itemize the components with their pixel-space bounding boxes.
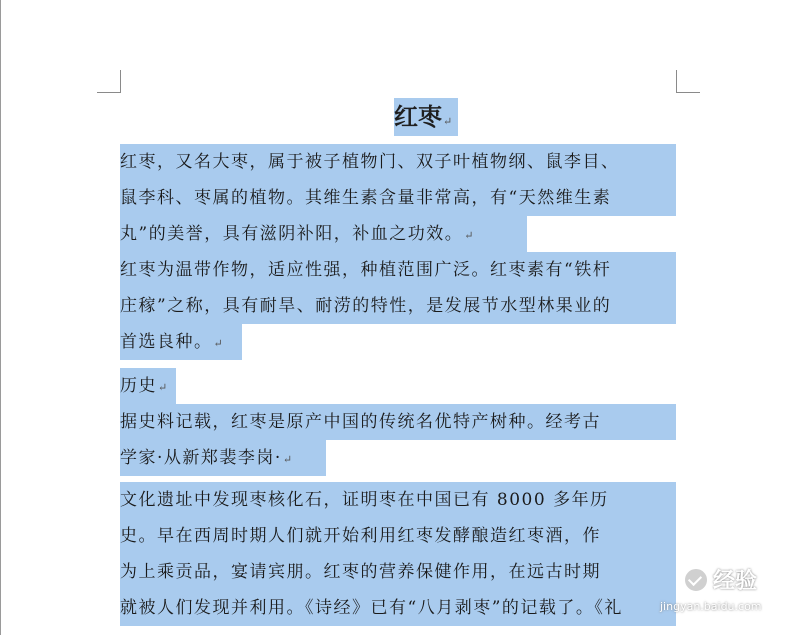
text-line-7[interactable]: 据史料记载，红枣是原产中国的传统名优特产树种。经考古 (120, 404, 676, 440)
document-title[interactable] (394, 98, 458, 136)
text-line-1[interactable]: 红枣，又名大枣，属于被子植物门、双子叶植物纲、鼠李目、 (120, 144, 676, 180)
crop-mark-top-left (120, 70, 121, 93)
text-line-2[interactable]: 鼠李科、枣属的植物。其维生素含量非常高，有“天然维生素 (120, 180, 676, 216)
watermark-logo (683, 564, 757, 595)
paragraph-mark-icon: ↵ (443, 115, 453, 128)
crop-mark-top-right-horizontal (676, 92, 700, 93)
text-line-3[interactable]: 丸”的美誉，具有滋阴补阳，补血之功效。↵ (120, 216, 527, 252)
paragraph-mark-icon: ↵ (464, 229, 475, 242)
document-title-text: 红枣 (394, 102, 442, 131)
text-line-6[interactable]: 首选良种。↵ (120, 324, 242, 360)
text-line-10[interactable]: 史。早在西周时期人们就开始利用红枣发酵酿造红枣酒，作 (120, 518, 676, 554)
section-heading-history[interactable]: 历史↵ (120, 368, 176, 404)
watermark-subtext: jingyan.baidu.com (660, 600, 762, 613)
watermark-text: 经验 (713, 569, 758, 594)
page-edge (0, 0, 1, 635)
crop-mark-top-left-horizontal (97, 92, 121, 93)
text-line-5[interactable]: 庄稼”之称，具有耐旱、耐涝的特性，是发展节水型林果业的 (120, 288, 676, 324)
paragraph-mark-icon: ↵ (282, 453, 294, 466)
paragraph-mark-icon: ↵ (213, 337, 225, 350)
paragraph-mark-icon: ↵ (158, 381, 169, 394)
crop-mark-top-right (676, 70, 677, 93)
text-line-11[interactable]: 为上乘贡品，宴请宾朋。红枣的营养保健作用，在远古时期 (120, 554, 676, 590)
checkmark-icon (683, 567, 709, 593)
text-line-8[interactable]: 学家·从新郑裴李岗·↵ (120, 440, 326, 476)
text-line-4[interactable]: 红枣为温带作物，适应性强，种植范围广泛。红枣素有“铁杆 (120, 252, 676, 288)
text-line-12[interactable]: 就被人们发现并利用。《诗经》已有“八月剥枣”的记载了。《礼 (120, 590, 676, 626)
text-line-9[interactable]: 文化遗址中发现枣核化石，证明枣在中国已有 8000 多年历 (120, 482, 676, 518)
